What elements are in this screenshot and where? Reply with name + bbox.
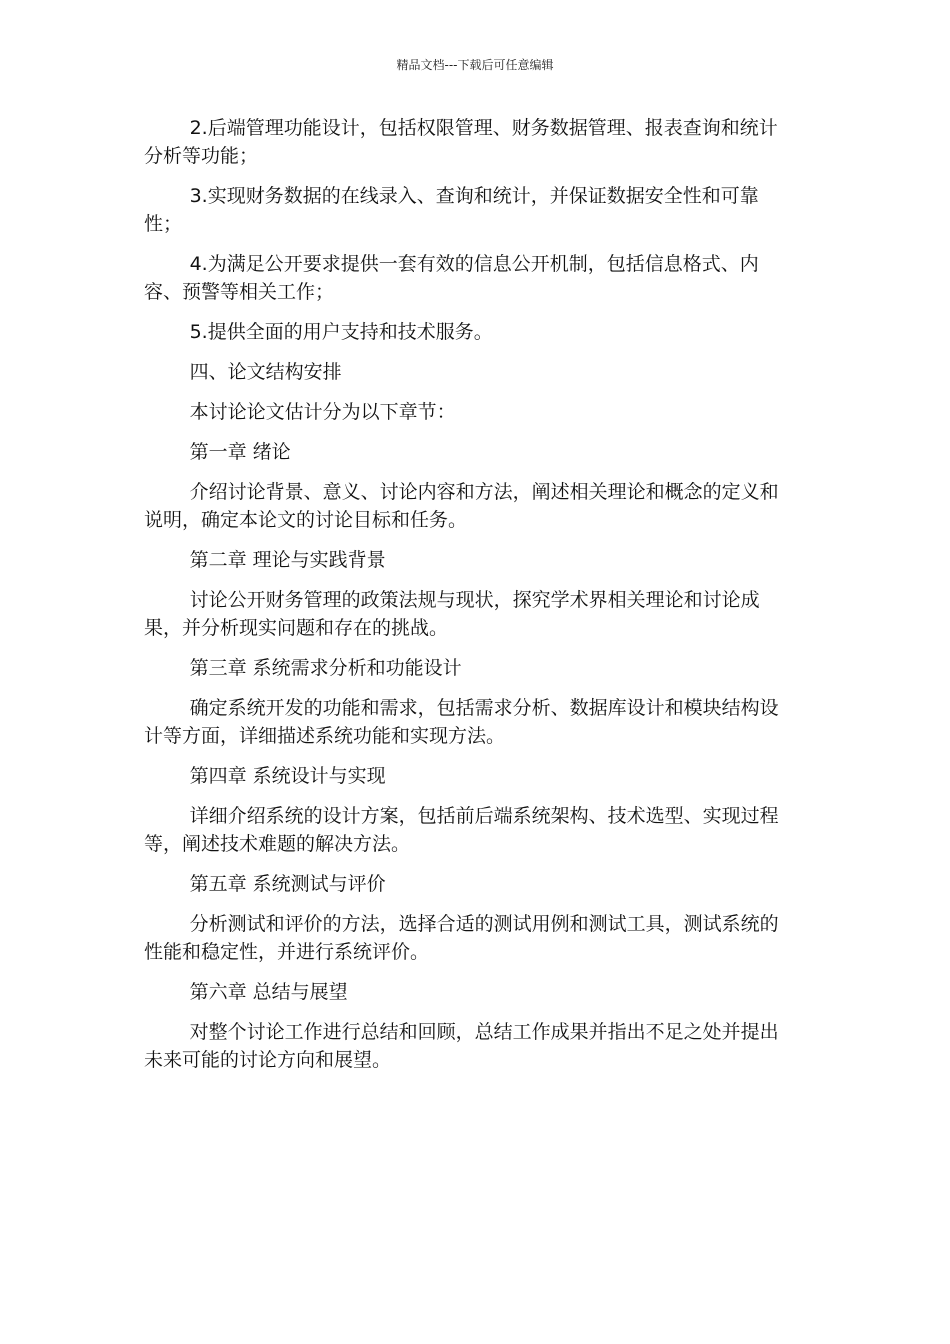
paragraph-item-5: 5.提供全面的用户支持和技术服务。: [189, 321, 493, 343]
chapter-description-2: 讨论公开财务管理的政策法规与现状，探究学术界相关理论和讨论成果，并分析现实问题和存在的挑战。: [144, 589, 760, 639]
paragraph-item-4: 4.为满足公开要求提供一套有效的信息公开机制，包括信息格式、内容、预警等相关工作；: [144, 253, 759, 303]
paragraph-intro: 本讨论论文估计分为以下章节：: [189, 401, 456, 423]
chapter-description-3: 确定系统开发的功能和需求，包括需求分析、数据库设计和模块结构设计等方面，详细描述系统功能和实现方法。: [144, 697, 779, 747]
chapter-heading-1: 第一章 绪论: [189, 441, 291, 463]
chapter-description-4: 详细介绍系统的设计方案，包括前后端系统架构、技术选型、实现过程等，阐述技术难题的解决方法。: [144, 805, 779, 855]
page-header: 精品文档---下载后可任意编辑: [396, 58, 554, 72]
chapter-heading-5: 第五章 系统测试与评价: [189, 873, 386, 895]
section-heading-structure: 四、论文结构安排: [189, 361, 342, 383]
chapter-description-1: 介绍讨论背景、意义、讨论内容和方法，阐述相关理论和概念的定义和说明，确定本论文的讨论目标和任务。: [144, 481, 779, 531]
chapter-description-6: 对整个讨论工作进行总结和回顾，总结工作成果并指出不足之处并提出未来可能的讨论方向和展望。: [144, 1021, 779, 1071]
paragraph-item-3: 3.实现财务数据的在线录入、查询和统计，并保证数据安全性和可靠性；: [144, 185, 759, 235]
chapter-heading-3: 第三章 系统需求分析和功能设计: [189, 657, 462, 679]
chapter-description-5: 分析测试和评价的方法，选择合适的测试用例和测试工具，测试系统的性能和稳定性，并进行系统评价。: [144, 913, 779, 963]
chapter-heading-6: 第六章 总结与展望: [189, 981, 348, 1003]
chapter-heading-2: 第二章 理论与实践背景: [189, 549, 386, 571]
paragraph-item-2: 2.后端管理功能设计，包括权限管理、财务数据管理、报表查询和统计分析等功能；: [144, 117, 778, 167]
chapter-heading-4: 第四章 系统设计与实现: [189, 765, 386, 787]
document-body: [144, 114, 794, 1086]
